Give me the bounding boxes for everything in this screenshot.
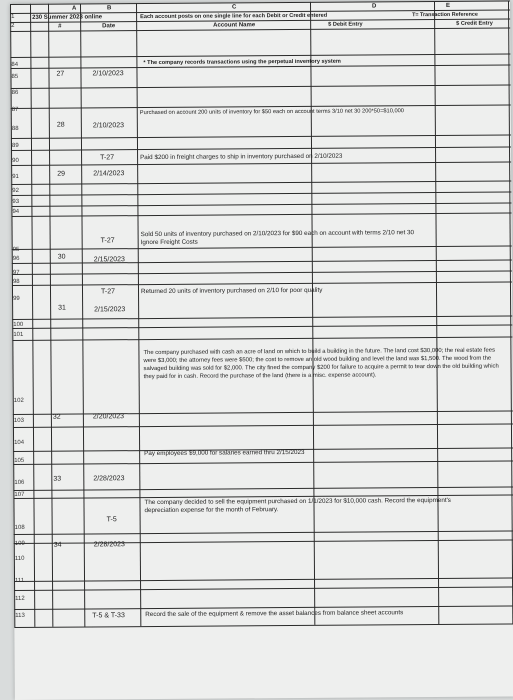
transaction-description: Paid $200 in freight charges to ship in inventory purchased on 2/10/2023 xyxy=(140,152,343,162)
row-number: 85 xyxy=(11,73,19,80)
row-number: 100 xyxy=(13,321,24,328)
credit-entry-header: $ Credit Entry xyxy=(456,20,493,27)
transaction-description: The company decided to sell the equipment purchased on 1/1/2023 for $10,000 cash. Record the equipment's depreciation expense for the month of February. xyxy=(144,496,451,515)
transaction-reference: T-5 & T-33 xyxy=(92,612,125,620)
row-number: 101 xyxy=(13,331,24,338)
row-number: 110 xyxy=(14,555,25,562)
transaction-number: 30 xyxy=(57,253,66,261)
perpetual-system-note: * The company records transactions using the perpetual inventory system xyxy=(143,58,341,67)
row-number: 104 xyxy=(14,439,25,446)
transaction-reference: T-27 xyxy=(100,154,115,162)
row-number: 106 xyxy=(14,479,25,486)
transaction-description: Purchased on account 200 units of inventory for $50 each on account terms 3/10 net 30 200*50=$10,000 xyxy=(139,108,404,117)
spreadsheet-printout xyxy=(10,1,513,700)
transaction-number: 31 xyxy=(58,304,66,312)
transaction-date: 2/15/2023 xyxy=(94,306,126,314)
row-number: 1 xyxy=(11,13,15,20)
column-letter-e: E xyxy=(446,2,451,9)
transaction-reference: T-27 xyxy=(100,237,115,245)
row-number: 2 xyxy=(11,22,15,29)
transaction-description: Returned 20 units of inventory purchased on 2/10 for poor quality xyxy=(140,286,323,296)
column-letter-d: D xyxy=(372,3,377,10)
row-number: 112 xyxy=(15,595,25,602)
transaction-date: 2/28/2023 xyxy=(93,475,125,483)
row-number: 97 xyxy=(12,269,20,276)
debit-entry-header: $ Debit Entry xyxy=(328,21,363,28)
row-number: 107 xyxy=(14,491,25,498)
transaction-date: 2/10/2023 xyxy=(92,70,124,78)
number-header: # xyxy=(58,23,62,30)
transaction-number: 32 xyxy=(52,413,61,421)
transaction-number: 34 xyxy=(53,541,62,549)
column-letter-c: C xyxy=(232,4,237,11)
row-number: 113 xyxy=(15,612,25,619)
row-number: 84 xyxy=(11,61,19,68)
row-number: 93 xyxy=(12,198,20,205)
posting-instruction: Each account posts on one single line for each Debit or Credit entered xyxy=(140,12,328,21)
transaction-number: 28 xyxy=(56,121,65,129)
transaction-number: 29 xyxy=(57,170,66,178)
date-header: Date xyxy=(102,23,116,30)
row-number: 92 xyxy=(12,187,20,194)
row-number: 109 xyxy=(14,540,25,547)
row-number: 105 xyxy=(14,457,25,464)
transaction-date: 2/15/2023 xyxy=(93,256,125,264)
grid-lines xyxy=(10,1,510,4)
row-number: 88 xyxy=(11,125,19,132)
transaction-reference-note: T= Transaction Reference xyxy=(412,11,478,19)
column-letter-a: A xyxy=(72,5,77,12)
transaction-reference: T-27 xyxy=(100,288,116,296)
row-divider xyxy=(14,623,513,627)
row-number: 98 xyxy=(12,278,20,285)
transaction-date: 2/14/2023 xyxy=(93,170,125,178)
transaction-description: Record the sale of the equipment & remove the asset balances from balance sheet accounts xyxy=(145,609,404,619)
transaction-date: 2/20/2023 xyxy=(92,413,125,421)
transaction-description: Pay employees $9,000 for salaries earned thru 2/15/2023 xyxy=(144,448,305,458)
row-number: 95 xyxy=(12,246,20,253)
row-number: 96 xyxy=(12,255,20,262)
row-number: 90 xyxy=(12,157,19,164)
row-number: 111 xyxy=(15,577,25,584)
row-number: 99 xyxy=(13,295,20,302)
column-divider xyxy=(10,4,15,627)
row-number: 108 xyxy=(14,524,25,531)
row-number: 94 xyxy=(12,208,20,215)
transaction-number: 33 xyxy=(53,475,62,483)
transaction-description: Sold 50 units of inventory purchased on 2/10/2023 for $90 each on account with terms 2/10 net 30 Ignore Freight Costs xyxy=(140,229,415,247)
column-letter-b: B xyxy=(107,5,112,12)
transaction-reference: T-5 xyxy=(106,516,117,524)
row-number: 102 xyxy=(13,397,24,404)
transaction-date: 2/10/2023 xyxy=(92,122,125,130)
transaction-description: The company purchased with cash an acre of land on which to build a building in the future. The land cost $30,000; the real estate fees were $3,000; the attorney fees were $500; the cost to remove an old wood building and level the land was $1,500. The wood from the salvaged building was sold for $2,000. The city fined the company $200 for failure to acquire a permit to tear down the old building which they paid for in cash. Record the purchase of the land (there is a misc. expense account). xyxy=(143,347,499,380)
row-number: 87 xyxy=(11,106,19,113)
row-number: 91 xyxy=(12,173,19,180)
row-number: 86 xyxy=(11,89,19,96)
sheet-title: 230 Summer 2023 online xyxy=(32,14,103,21)
transaction-date: 2/28/2023 xyxy=(93,541,125,549)
row-number: 103 xyxy=(13,417,24,424)
transaction-number: 27 xyxy=(56,70,65,78)
row-number: 89 xyxy=(11,142,19,149)
account-name-header: Account Name xyxy=(213,22,256,29)
